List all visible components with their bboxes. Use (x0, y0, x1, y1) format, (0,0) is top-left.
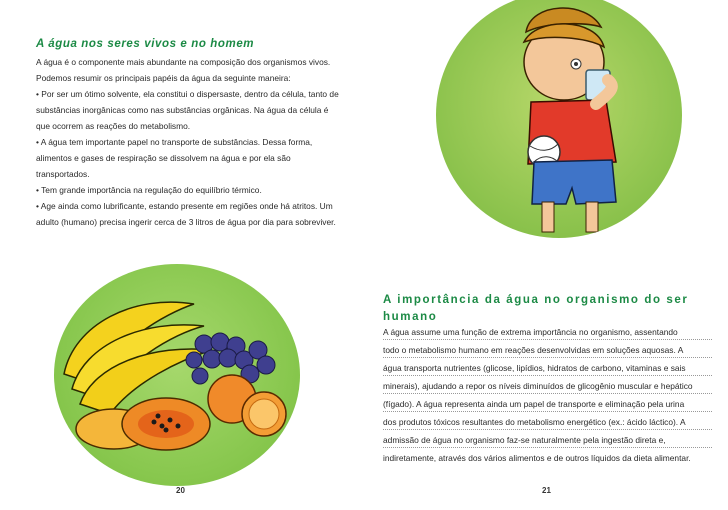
paragraph-line: substâncias inorgânicas como nas substâncias orgânicas. Na água da célula é (36, 105, 329, 115)
fruit-illustration (54, 264, 300, 486)
dotted-rule (383, 411, 712, 412)
paragraph-line: A água assume uma função de extrema importância no organismo, assentando (383, 327, 678, 337)
paragraph-line: Podemos resumir os principais papéis da água da seguinte maneira: (36, 73, 291, 83)
boy-drinking-icon (436, 0, 682, 238)
dotted-rule (383, 447, 712, 448)
paragraph-line: transportados. (36, 169, 90, 179)
paragraph-line: alimentos e gases de respiração se dissolvem na água e por ela são (36, 153, 291, 163)
boy-drinking-illustration (436, 0, 682, 238)
paragraph-line: • Age ainda como lubrificante, estando presente em regiões onde há atritos. Um (36, 201, 333, 211)
left-page-title: A água nos seres vivos e no homem (36, 38, 255, 50)
fruit-basket-icon (54, 264, 300, 486)
dotted-rule (383, 339, 712, 340)
paragraph-line: • Tem grande importância na regulação do equilíbrio térmico. (36, 185, 262, 195)
paragraph-line: admissão de água no organismo faz-se naturalmente pela ingestão direta e, (383, 435, 666, 445)
paragraph-line: indiretamente, através dos vários alimentos e de outros líquidos da dieta alimentar. (383, 453, 691, 463)
paragraph-line: dos produtos tóxicos resultantes do metabolismo energético (ex.: ácido láctico). A (383, 417, 686, 427)
paragraph-line: adulto (humano) precisa ingerir cerca de 3 litros de água por dia para sobreviver. (36, 217, 336, 227)
dotted-rule (383, 393, 712, 394)
paragraph-line: A água é o componente mais abundante na composição dos organismos vivos. (36, 57, 331, 67)
paragraph-line: (fígado). A água representa ainda um papel de transporte e eliminação pela urina (383, 399, 685, 409)
right-page-title-line2: humano (383, 311, 438, 323)
paragraph-line: • Por ser um ótimo solvente, ela constitui o dispersaste, dentro da célula, tanto de (36, 89, 339, 99)
paragraph-line: que ocorrem as reações do metabolismo. (36, 121, 191, 131)
right-page (364, 0, 728, 510)
paragraph-line: • A água tem importante papel no transporte de substâncias. Dessa forma, (36, 137, 313, 147)
dotted-rule (383, 375, 712, 376)
paragraph-line: água transporta nutrientes (glicose, lipídios, hidratos de carbono, vitaminas e sais (383, 363, 686, 373)
dotted-rule (383, 429, 712, 430)
paragraph-line: todo o metabolismo humano em reações desenvolvidas em soluções aquosas. A (383, 345, 684, 355)
page-number: 20 (176, 486, 185, 495)
dotted-rule (383, 357, 712, 358)
paragraph-line: minerais), ajudando a repor os níveis diminuídos de glicogênio muscular e hepático (383, 381, 693, 391)
page-number: 21 (542, 486, 551, 495)
right-page-title-line1: A importância da água no organismo do ser (383, 294, 689, 306)
